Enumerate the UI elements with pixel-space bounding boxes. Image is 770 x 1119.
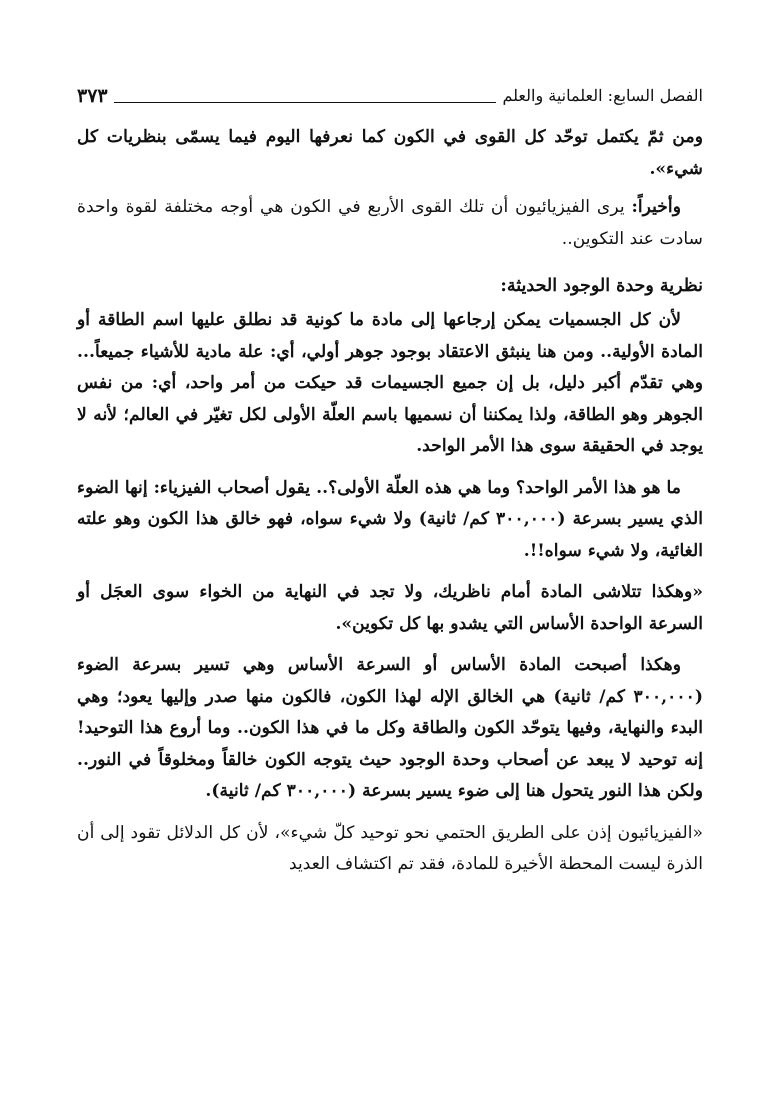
paragraph-3: لأن كل الجسميات يمكن إرجاعها إلى مادة ما كونية قد نطلق عليها اسم الطاقة أو المادة الأولية.. ومن هنا ينبثق الاعتقاد بوجود جوهر أولي، أي: علة مادية للأشياء جميعاً... وهي تقدّم أكبر دليل، بل إن جميع الجسيمات قد حيكت من أمر واحد، أي: من نفس الجوهر وهو الطاقة، ولذا يمكننا أن نسميها باسم العلّة الأولى لكل تغيّر في العالم؛ لأنه لا يوجد في الحقيقة سوى هذا الأمر الواحد. (77, 310, 703, 456)
section-heading: نظرية وحدة الوجود الحديثة: (500, 276, 703, 296)
paragraph-2-text: يرى الفيزيائيون أن تلك القوى الأربع في الكون هي أوجه مختلفة لقوة واحدة سادت عند التكوين.. (77, 197, 703, 249)
paragraph-4: ما هو هذا الأمر الواحد؟ وما هي هذه العلّة الأولى؟.. يقول أصحاب الفيزياء: إنها الضوء الذي يسير بسرعة (٣٠٠,٠٠٠ كم/ ثانية) ولا شيء سواه، فهو خالق هذا الكون وهو علته الغائية، ولا شيء سواه!!. (77, 477, 703, 561)
paragraph-2-lead: وأخيراً: (631, 197, 681, 217)
page-number: ٣٧٣ (77, 85, 108, 107)
running-header (77, 82, 703, 108)
paragraph-6: وهكذا أصبحت المادة الأساس أو السرعة الأساس وهي تسير بسرعة الضوء (٣٠٠,٠٠٠ كم/ ثانية) هي الخالق الإله لهذا الكون، فالكون منها صدر وإليها يعود؛ وهي البدء والنهاية، وفيها يتوحّد الكون والطاقة وكل ما في هذا الكون.. وما أروع هذا التوحيد! إنه توحيد لا يبعد عن أصحاب وحدة الوجود حيث يتوجه الكون خالقاً ومخلوقاً في النور.. ولكن هذا النور يتحول هنا إلى ضوء يسير بسرعة (٣٠٠,٠٠٠ كم/ ثانية). (77, 655, 703, 801)
header-rule (114, 102, 497, 103)
paragraph-2 (77, 192, 703, 255)
chapter-title: الفصل السابع: العلمانية والعلم (502, 86, 703, 105)
paragraph-1: ومن ثمّ يكتمل توحّد كل القوى في الكون كما نعرفها اليوم فيما يسمّى بنظريات كل شيء». (77, 127, 703, 179)
paragraph-5-quote: «وهكذا تتلاشى المادة أمام ناظريك، ولا تجد في النهاية من الخواء سوى العجَل أو السرعة الواحدة الأساس التي يشدو بها كل تكوين». (77, 582, 703, 634)
paragraph-7: «الفيزيائيون إذن على الطريق الحتمي نحو توحيد كلّ شيء»، لأن كل الدلائل تقود إلى أن الذرة ليست المحطة الأخيرة للمادة، فقد تم اكتشاف العديد (77, 822, 703, 874)
